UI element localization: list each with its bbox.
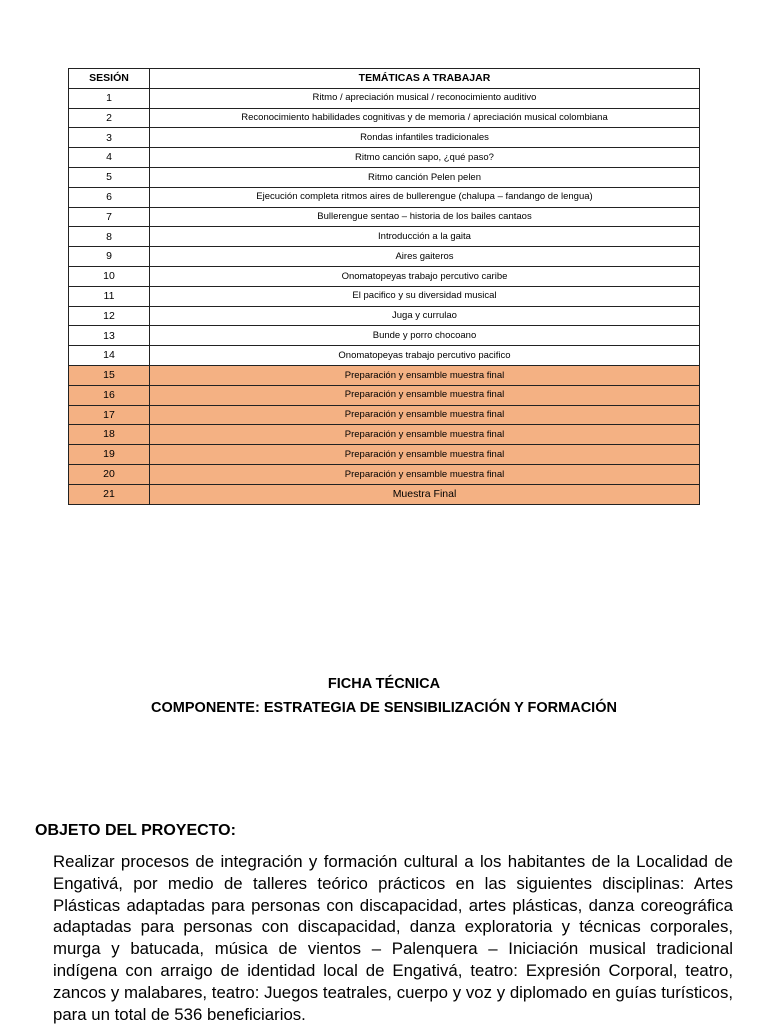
topic-cell: Bullerengue sentao – historia de los bailes cantaos bbox=[150, 207, 700, 227]
header-session: SESIÓN bbox=[69, 69, 150, 89]
table-row bbox=[69, 326, 700, 346]
topic-cell: Preparación y ensamble muestra final bbox=[150, 365, 700, 385]
session-number-cell: 8 bbox=[69, 227, 150, 247]
topic-cell: Reconocimiento habilidades cognitivas y de memoria / apreciación musical colombiana bbox=[150, 108, 700, 128]
topic-cell: Preparación y ensamble muestra final bbox=[150, 425, 700, 445]
session-number-cell: 15 bbox=[69, 365, 150, 385]
table-row bbox=[69, 207, 700, 227]
session-number-cell: 16 bbox=[69, 385, 150, 405]
table-row bbox=[69, 445, 700, 465]
table-row bbox=[69, 167, 700, 187]
table-row bbox=[69, 405, 700, 425]
session-number-cell: 17 bbox=[69, 405, 150, 425]
session-number-cell: 14 bbox=[69, 346, 150, 366]
table-row bbox=[69, 108, 700, 128]
table-row bbox=[69, 266, 700, 286]
table-row bbox=[69, 247, 700, 267]
table-row bbox=[69, 227, 700, 247]
topic-cell: Aires gaiteros bbox=[150, 247, 700, 267]
table-row bbox=[69, 346, 700, 366]
session-number-cell: 18 bbox=[69, 425, 150, 445]
topic-cell: Introducción a la gaita bbox=[150, 227, 700, 247]
table-row bbox=[69, 385, 700, 405]
session-number-cell: 11 bbox=[69, 286, 150, 306]
topic-cell: Juga y currulao bbox=[150, 306, 700, 326]
session-number-cell: 21 bbox=[69, 484, 150, 504]
table-row bbox=[69, 306, 700, 326]
topic-cell: Muestra Final bbox=[150, 484, 700, 504]
topic-cell: Preparación y ensamble muestra final bbox=[150, 405, 700, 425]
ficha-subtitle: COMPONENTE: ESTRATEGIA DE SENSIBILIZACIÓN Y FORMACIÓN bbox=[151, 700, 617, 716]
topic-cell: Ritmo canción Pelen pelen bbox=[150, 167, 700, 187]
session-number-cell: 19 bbox=[69, 445, 150, 465]
session-number-cell: 7 bbox=[69, 207, 150, 227]
table-row bbox=[69, 128, 700, 148]
session-number-cell: 3 bbox=[69, 128, 150, 148]
table-header-row bbox=[69, 69, 700, 89]
session-number-cell: 20 bbox=[69, 464, 150, 484]
session-number-cell: 4 bbox=[69, 148, 150, 168]
ficha-title: FICHA TÉCNICA bbox=[327, 676, 441, 692]
topic-cell: Preparación y ensamble muestra final bbox=[150, 445, 700, 465]
topic-cell: Onomatopeyas trabajo percutivo caribe bbox=[150, 266, 700, 286]
topic-cell: Bunde y porro chocoano bbox=[150, 326, 700, 346]
session-number-cell: 13 bbox=[69, 326, 150, 346]
topic-cell: Onomatopeyas trabajo percutivo pacifico bbox=[150, 346, 700, 366]
table-body bbox=[69, 88, 700, 504]
objeto-paragraph: Realizar procesos de integración y formación cultural a los habitantes de la Localidad de Engativá, por medio de talleres teórico prácticos en las siguientes disciplinas: Artes Plásticas adaptadas para personas con discapacidad, artes plásticas, danza coreográfica adaptadas para personas con discapacidad, danza exploratoria y técnicas corporales, murga y batucada, música de vientos – Palenquera – Iniciación musical tradicional indígena con arraigo de identidad local de Engativá, teatro: Expresión Corporal, teatro, zancos y malabares, teatro: Juegos teatrales, cuerpo y voz y diplomado en guías turísticos, para un total de 536 beneficiarios. bbox=[53, 852, 733, 1024]
objeto-title: OBJETO DEL PROYECTO: bbox=[35, 822, 236, 839]
table-row bbox=[69, 425, 700, 445]
topic-cell: Ritmo canción sapo, ¿qué paso? bbox=[150, 148, 700, 168]
topic-cell: Rondas infantiles tradicionales bbox=[150, 128, 700, 148]
table-row bbox=[69, 484, 700, 504]
session-number-cell: 1 bbox=[69, 88, 150, 108]
session-number-cell: 10 bbox=[69, 266, 150, 286]
table-row bbox=[69, 365, 700, 385]
topic-cell: El pacifico y su diversidad musical bbox=[150, 286, 700, 306]
session-number-cell: 12 bbox=[69, 306, 150, 326]
topic-cell: Ejecución completa ritmos aires de bullerengue (chalupa – fandango de lengua) bbox=[150, 187, 700, 207]
header-topics: TEMÁTICAS A TRABAJAR bbox=[150, 69, 700, 89]
topic-cell: Ritmo / apreciación musical / reconocimiento auditivo bbox=[150, 88, 700, 108]
topic-cell: Preparación y ensamble muestra final bbox=[150, 464, 700, 484]
table-row bbox=[69, 187, 700, 207]
table-row bbox=[69, 464, 700, 484]
session-number-cell: 9 bbox=[69, 247, 150, 267]
session-number-cell: 6 bbox=[69, 187, 150, 207]
topic-cell: Preparación y ensamble muestra final bbox=[150, 385, 700, 405]
session-number-cell: 5 bbox=[69, 167, 150, 187]
table-row bbox=[69, 148, 700, 168]
session-number-cell: 2 bbox=[69, 108, 150, 128]
table-row bbox=[69, 88, 700, 108]
table-row bbox=[69, 286, 700, 306]
sessions-table bbox=[68, 68, 700, 505]
